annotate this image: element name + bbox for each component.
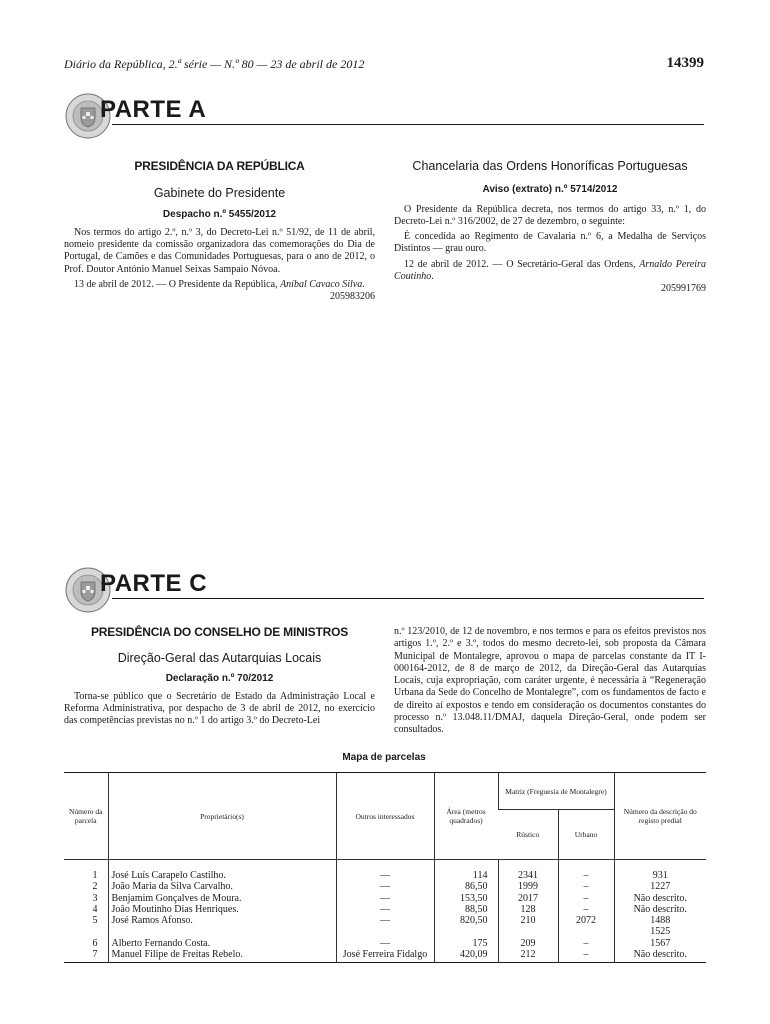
doc-aviso: Aviso (extrato) n.º 5714/2012 <box>482 184 618 196</box>
cell-area: 175 <box>434 938 498 949</box>
aviso-paragraph-2: É concedida ao Regimento de Cavalaria n.º 6, a Medalha de Serviços Distintos — grau ouro. <box>394 231 706 255</box>
document-reference: 205983206 <box>330 291 375 303</box>
cell-urbano: – <box>558 938 614 949</box>
declaracao-paragraph-start: Torna-se público que o Secretário de Estado da Administração Local e Reforma Administrativa, por despacho de 3 de abril de 2012, no exercício das competências previstas no n.º 1 do artigo 3.º do Decreto-Lei <box>64 690 375 727</box>
document-reference: 205991769 <box>661 283 706 295</box>
cell-outros: — <box>336 893 434 904</box>
signature-date-text: 12 de abril de 2012. — O Secretário-Geral das Ordens, <box>404 258 640 270</box>
despacho-paragraph: Nos termos do artigo 2.º, n.º 3, do Decreto-Lei n.º 51/92, de 11 de abril, nomeio presidente da comissão organizadora das comemorações do Dia de Portugal, de Camões e das Comunidades Portuguesas, para o ano de 2012, o Prof. Doutor António Manuel Seixas Sampaio Nóvoa. <box>64 226 375 275</box>
cell-numero <box>64 926 108 937</box>
cell-numero: 2 <box>92 881 98 893</box>
cell-urbano: – <box>558 949 614 963</box>
cell-proprietario: José Luís Carapelo Castilho. <box>108 870 336 881</box>
cell-proprietario: João Maria da Silva Carvalho. <box>108 881 336 892</box>
cell-area: 114 <box>434 870 498 881</box>
header-rustico: Rústico <box>498 810 558 860</box>
table-row <box>64 926 706 937</box>
cell-descricao: 1525 <box>614 926 706 937</box>
sub-direcao-geral-autarquias: Direção-Geral das Autarquias Locais <box>117 651 322 666</box>
cell-descricao: Não descrito. <box>614 949 706 963</box>
parte-a-right-column <box>394 160 706 296</box>
parte-c-rule <box>112 598 704 599</box>
despacho-signature <box>64 279 375 291</box>
cell-rustico: 2341 <box>498 870 558 881</box>
cell-numero: 1 <box>92 870 98 881</box>
parcelas-table <box>64 772 706 963</box>
table-row <box>64 904 706 915</box>
running-header <box>64 57 704 77</box>
signatory-name: Aníbal Cavaco Silva <box>280 279 363 291</box>
parte-a-title: PARTE A <box>100 96 207 123</box>
cell-rustico: 1999 <box>498 881 558 892</box>
cell-urbano: – <box>558 870 614 881</box>
cell-area: 88,50 <box>434 904 498 915</box>
aviso-paragraph-1: O Presidente da República decreta, nos termos do artigo 33, n.º 1, do Decreto-Lei n.º 316/2002, de 27 de dezembro, o seguinte: <box>394 203 706 227</box>
cell-numero: 5 <box>92 915 98 927</box>
header-matriz: Matriz (Freguesia de Montalegre) <box>498 773 614 810</box>
signature-dot: . <box>362 279 365 291</box>
cell-proprietario: Benjamim Gonçalves de Moura. <box>108 893 336 904</box>
cell-area: 153,50 <box>434 893 498 904</box>
cell-outros: José Ferreira Fidalgo <box>336 949 434 963</box>
cell-outros: — <box>336 881 434 892</box>
header-descricao-registo: Número da descrição do registo predial <box>614 773 706 860</box>
doc-despacho: Despacho n.º 5455/2012 <box>162 208 277 220</box>
cell-area: 420,09 <box>434 949 498 963</box>
signature-dot: . <box>431 271 434 283</box>
cell-rustico: 212 <box>498 949 558 963</box>
cell-urbano <box>558 926 614 937</box>
signature-date-text: 13 de abril de 2012. — O Presidente da República, <box>74 279 281 291</box>
cell-rustico: 209 <box>498 938 558 949</box>
table-row <box>64 915 706 926</box>
header-outros-interessados: Outros interessados <box>336 773 434 860</box>
aviso-signature <box>394 259 706 284</box>
cell-urbano: 2072 <box>558 915 614 926</box>
org-chancelaria: Chancelaria das Ordens Honoríficas Portuguesas <box>412 159 688 173</box>
cell-descricao: 1567 <box>614 938 706 949</box>
header-urbano: Urbano <box>558 810 614 860</box>
cell-urbano: – <box>558 893 614 904</box>
cell-numero: 3 <box>92 892 98 904</box>
cell-outros: — <box>336 915 434 926</box>
cell-outros <box>336 926 434 937</box>
header-numero-parcela: Número da parcela <box>64 773 108 860</box>
cell-area: 86,50 <box>434 881 498 892</box>
org-presidencia-republica: PRESIDÊNCIA DA REPÚBLICA <box>134 159 305 173</box>
table-row <box>64 881 706 892</box>
cell-rustico: 210 <box>498 915 558 926</box>
table-title: Mapa de parcelas <box>342 752 426 763</box>
declaracao-paragraph-continued: n.º 123/2010, de 12 de novembro, e nos termos e para os efeitos previstos nos artigos 1.º, 2.º e 3.º, todos do mesmo decreto-lei, sob proposta da Câmara Municipal de Montalegre, aprovou o mapa de parcelas constante da IT I-000164-2012, de 8 de março de 2012, da Direção-Geral das Autarquias Locais, cuja expropriação, com caráter urgente, é necessária à “Regeneração Urbana da Sede do Concelho de Montalegre”, com os fundamentos de facto e de direito aí expostos e tendo em consideração os documentos constantes do processo n.º 13.048.11/DMAJ, daquela Direção-Geral, onde podem ser consultados. <box>394 626 706 736</box>
cell-descricao: Não descrito. <box>614 904 706 915</box>
cell-proprietario <box>108 926 336 937</box>
cell-numero: 7 <box>64 949 108 963</box>
cell-proprietario: José Ramos Afonso. <box>108 915 336 926</box>
cell-area <box>434 926 498 937</box>
cell-numero: 4 <box>92 903 98 915</box>
cell-rustico: 2017 <box>498 893 558 904</box>
cell-proprietario: Manuel Filipe de Freitas Rebelo. <box>108 949 336 963</box>
header-proprietarios: Proprietário(s) <box>108 773 336 860</box>
parte-c-banner <box>64 566 704 616</box>
parte-c-title: PARTE C <box>100 570 208 597</box>
parte-c-right-column <box>394 626 706 740</box>
cell-outros: — <box>336 870 434 881</box>
parte-c-left-column <box>64 626 375 731</box>
cell-proprietario: Alberto Fernando Costa. <box>108 938 336 949</box>
cell-descricao: 1488 <box>614 915 706 926</box>
parte-a-rule <box>112 124 704 125</box>
header-area: Área (metros quadrados) <box>434 773 498 860</box>
cell-descricao: 1227 <box>614 881 706 892</box>
sub-gabinete-presidente: Gabinete do Presidente <box>153 186 286 201</box>
table-row <box>64 893 706 904</box>
table-row <box>64 870 706 881</box>
table-row <box>64 938 706 949</box>
cell-urbano: – <box>558 881 614 892</box>
cell-urbano: – <box>558 904 614 915</box>
cell-descricao: 931 <box>614 870 706 881</box>
cell-proprietario: João Moutinho Dias Henriques. <box>108 904 336 915</box>
page-number: 14399 <box>666 55 704 71</box>
signatory-name: Arnaldo Pereira Coutinho <box>394 258 706 283</box>
table-spacer-row <box>64 860 706 871</box>
cell-outros: — <box>336 904 434 915</box>
cell-outros: — <box>336 938 434 949</box>
cell-area: 820,50 <box>434 915 498 926</box>
org-presidencia-conselho-ministros: PRESIDÊNCIA DO CONSELHO DE MINISTROS <box>90 625 349 639</box>
cell-numero: 6 <box>92 937 98 949</box>
table-row <box>64 949 706 963</box>
journal-title: Diário da República, 2.ª série — N.º 80 — 23 de abril de 2012 <box>64 57 365 71</box>
parte-a-banner <box>64 92 704 142</box>
parte-a-left-column <box>64 160 375 304</box>
cell-rustico: 128 <box>498 904 558 915</box>
cell-rustico <box>498 926 558 937</box>
cell-descricao: Não descrito. <box>614 893 706 904</box>
doc-declaracao: Declaração n.º 70/2012 <box>165 672 274 684</box>
